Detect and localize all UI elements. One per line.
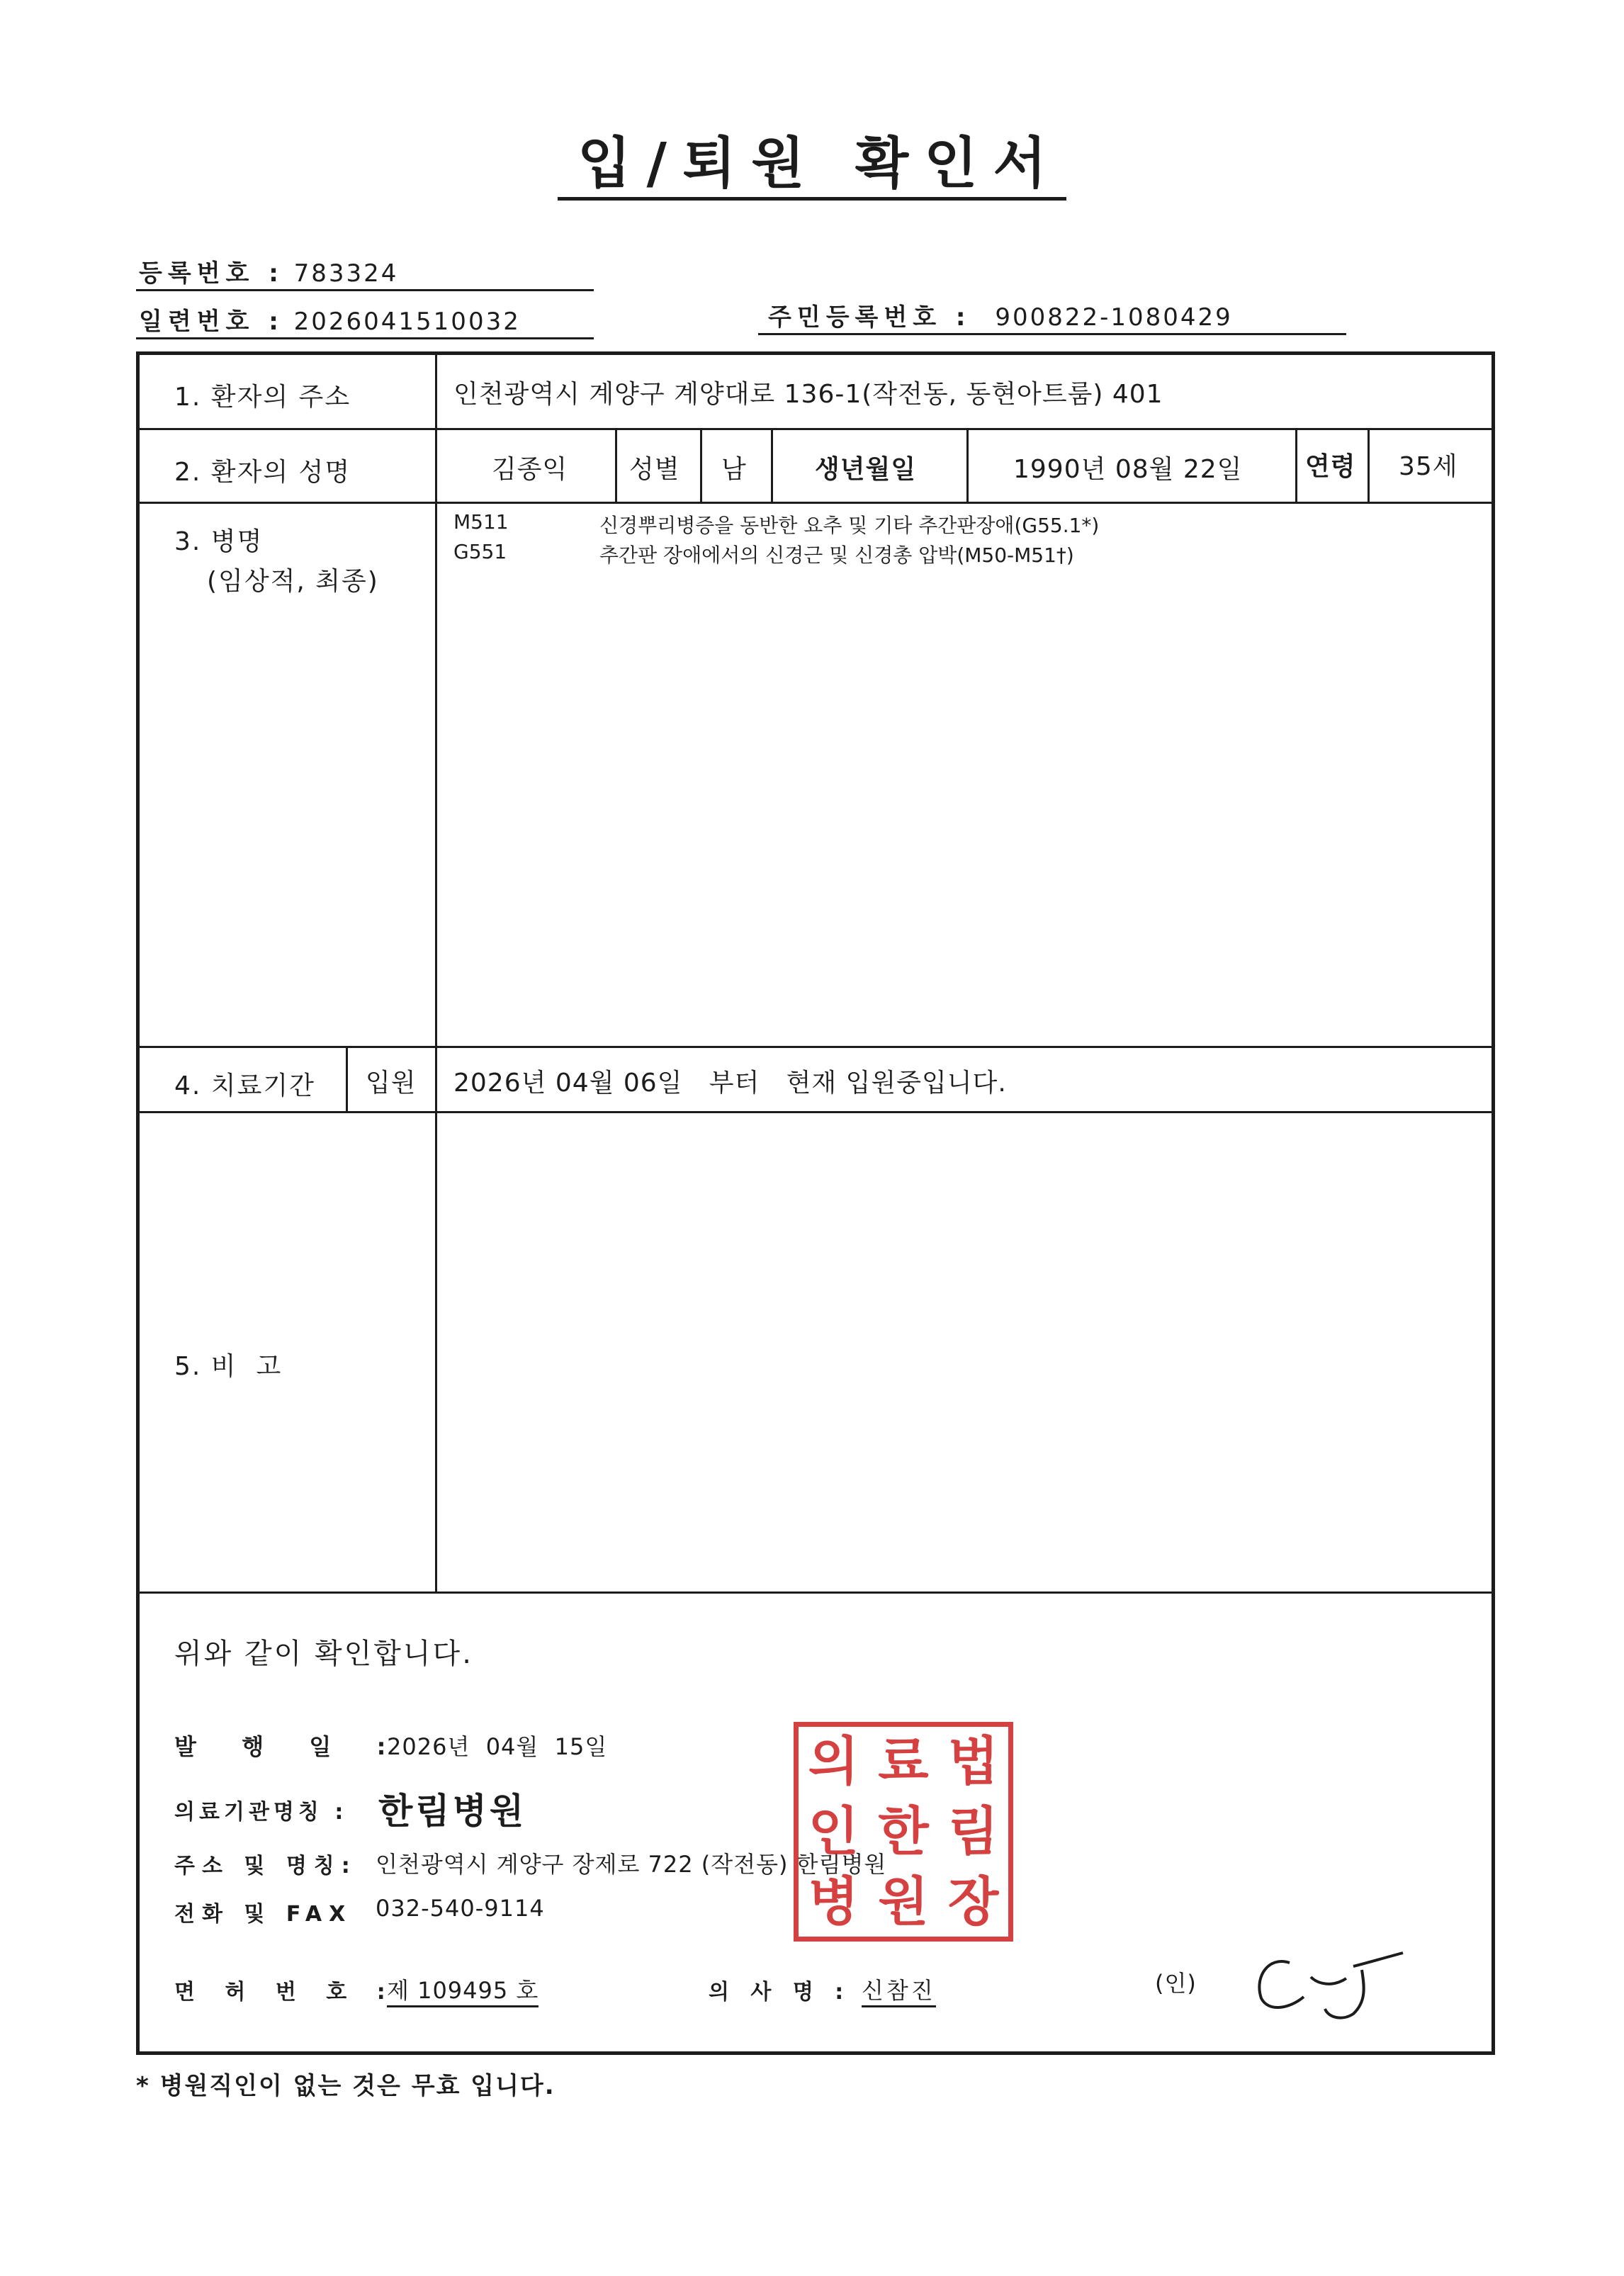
diagnosis-code: G551 — [453, 540, 507, 563]
row-divider — [136, 1111, 1495, 1113]
remarks-label: 5. 비 고 — [174, 1352, 283, 1381]
doctor-name: 신참진 — [862, 1973, 936, 2007]
column-divider — [435, 351, 437, 1593]
address-value: 인천광역시 계양구 계양대로 136-1(작전동, 동현아트룸) 401 — [453, 380, 1163, 409]
name-label: 2. 환자의 성명 — [174, 458, 351, 487]
hospital-label: 의료기관명칭 : — [174, 1800, 348, 1825]
age-label: 연령 — [1305, 452, 1356, 481]
address-name-label: 주소 및 명칭: — [174, 1854, 357, 1878]
column-divider — [1295, 428, 1297, 502]
row-divider — [136, 1591, 1495, 1594]
seal-character: 한 — [878, 1801, 929, 1862]
seal-character: 병 — [808, 1871, 859, 1932]
dob-label: 생년월일 — [815, 455, 917, 484]
row-divider — [136, 1046, 1495, 1048]
address-label: 1. 환자의 주소 — [174, 383, 351, 412]
column-divider — [700, 428, 702, 502]
issue-date: 2026년 04월 15일 — [387, 1733, 608, 1760]
doctor-label: 의 사 명 : — [709, 1980, 851, 2005]
hospital-name: 한림병원 — [378, 1791, 527, 1832]
patient-name: 김종익 — [492, 455, 568, 484]
seal-character: 료 — [878, 1731, 929, 1793]
seal-character: 장 — [947, 1871, 999, 1932]
column-divider — [346, 1046, 348, 1111]
diagnosis-description: 신경뿌리병증을 동반한 요추 및 기타 추간판장애(G55.1*) — [599, 514, 1100, 537]
diagnosis-code: M511 — [453, 510, 509, 534]
issue-date-label: 발 행 일 : — [174, 1733, 396, 1760]
seal-character: 림 — [947, 1801, 999, 1862]
seal-character: 인 — [808, 1801, 859, 1862]
treatment-period-value: 2026년 04월 06일 부터 현재 입원중입니다. — [453, 1069, 1007, 1098]
column-divider — [771, 428, 773, 502]
hospital-seal — [794, 1722, 1013, 1942]
dob-value: 1990년 08월 22일 — [1013, 455, 1243, 484]
divider — [136, 337, 594, 339]
sex-value: 남 — [721, 455, 747, 484]
seal-character: 의 — [808, 1731, 859, 1793]
resident-number: 주민등록번호 : 900822-1080429 — [768, 303, 1233, 332]
hospital-address: 인천광역시 계양구 장제로 722 (작전동) 한림병원 — [376, 1851, 887, 1878]
divider — [758, 333, 1346, 335]
license-number: 제 109495 호 — [387, 1973, 538, 2007]
seal-character: 원 — [878, 1871, 929, 1932]
column-divider — [1368, 428, 1370, 502]
phone-fax-label: 전화 및 FAX — [174, 1902, 353, 1927]
document-title: 입/퇴원 확인서 — [0, 119, 1624, 198]
seal-character: 법 — [947, 1731, 999, 1793]
divider — [136, 289, 594, 291]
seal-mark: (인) — [1155, 1970, 1197, 1997]
confirm-statement: 위와 같이 확인합니다. — [174, 1638, 473, 1670]
registration-number: 등록번호 : 783324 — [139, 259, 399, 288]
column-divider — [966, 428, 969, 502]
license-label: 면 허 번 호 : — [174, 1980, 397, 2005]
doctor-signature — [1240, 1934, 1424, 2027]
row-divider — [136, 428, 1495, 430]
treatment-period-label: 4. 치료기간 — [174, 1071, 315, 1100]
diagnosis-sublabel: (임상적, 최종) — [207, 567, 379, 596]
serial-number: 일련번호 : 2026041510032 — [139, 308, 521, 336]
treatment-type: 입원 — [366, 1069, 417, 1098]
diagnosis-description: 추간판 장애에서의 신경근 및 신경총 압박(M50-M51†) — [599, 543, 1074, 567]
phone-fax-value: 032-540-9114 — [376, 1895, 545, 1922]
diagnosis-label: 3. 병명 — [174, 527, 264, 556]
footnote: * 병원직인이 없는 것은 무효 입니다. — [136, 2072, 556, 2100]
sex-label: 성별 — [629, 455, 680, 484]
age-value: 35세 — [1399, 452, 1458, 481]
row-divider — [136, 502, 1495, 504]
column-divider — [615, 428, 617, 502]
